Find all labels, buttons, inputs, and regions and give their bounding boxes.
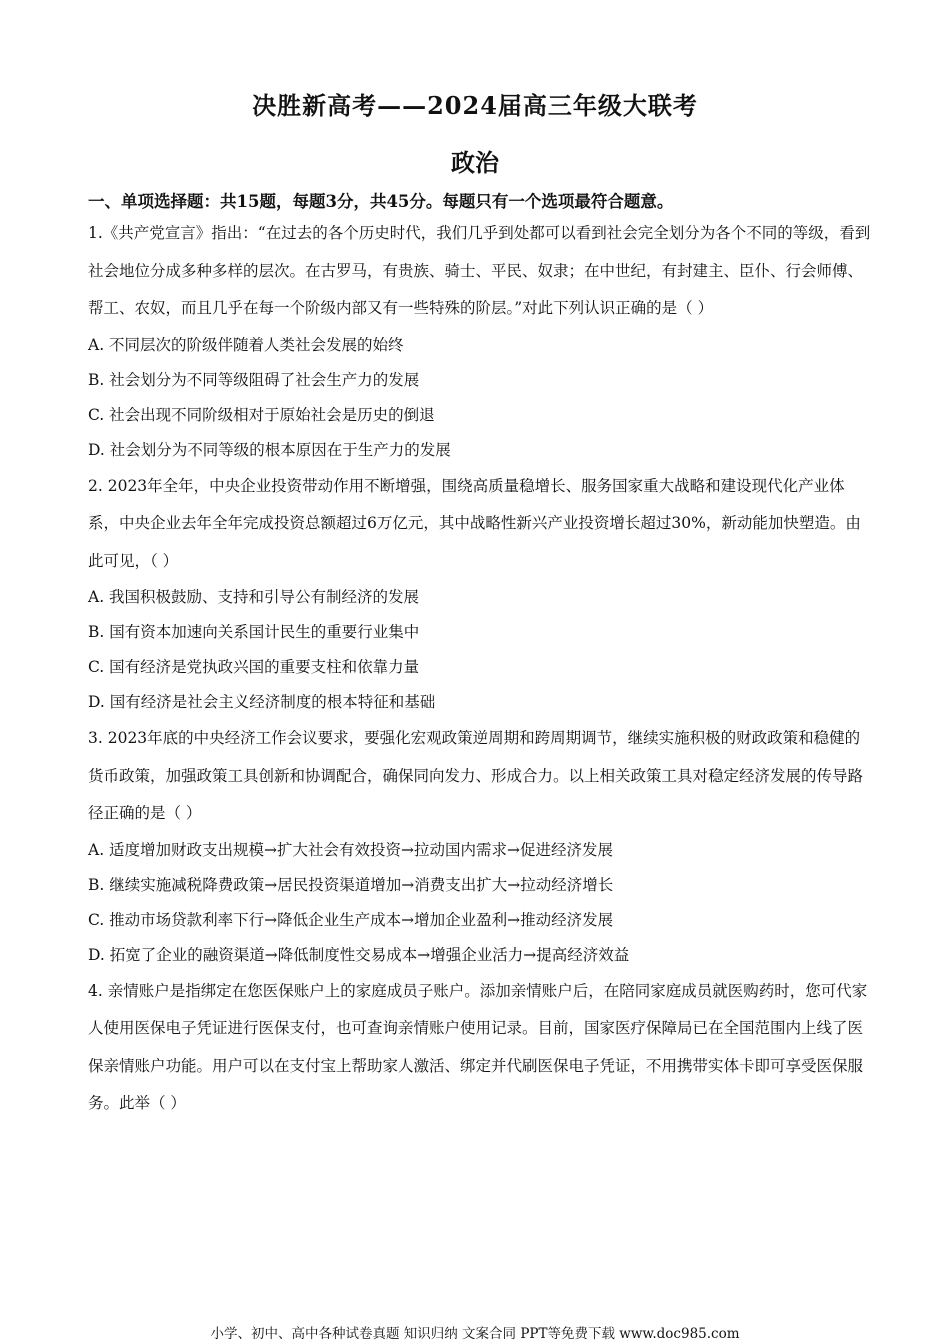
- question-2: [88, 468, 874, 721]
- question-3-option-c: C. 推动市场贷款利率下行→降低企业生产成本→增加企业盈利→推动经济发展: [88, 910, 614, 929]
- question-4: [88, 973, 874, 1123]
- footer-text: 小学、初中、高中各种试卷真题 知识归纳 文案合同 PPT等免费下载 www.doc985.com: [210, 1326, 740, 1342]
- section-heading: 一、单项选择题：共15题，每题3分，共45分。每题只有一个选项最符合题意。: [88, 192, 674, 211]
- question-1-option-c: C. 社会出现不同阶级相对于原始社会是历史的倒退: [88, 405, 435, 424]
- exam-subject: 政治: [451, 148, 499, 177]
- question-1-option-b: B. 社会划分为不同等级阻碍了社会生产力的发展: [88, 370, 420, 389]
- question-1: [88, 215, 874, 468]
- question-3-option-a: A. 适度增加财政支出规模→扩大社会有效投资→拉动国内需求→促进经济发展: [88, 840, 614, 859]
- question-3-stem: 3. 2023年底的中央经济工作会议要求，要强化宏观政策逆周期和跨周期调节，继续实施积极的财政政策和稳健的货币政策，加强政策工具创新和协调配合，确保同向发力、形成合力。以上相关政策工具对稳定经济发展的传导路径正确的是（ ）: [88, 729, 864, 822]
- question-4-stem: 4. 亲情账户是指绑定在您医保账户上的家庭成员子账户。添加亲情账户后，在陪同家庭成员就医购药时，您可代家人使用医保电子凭证进行医保支付，也可查询亲情账户使用记录。目前，国家医疗保障局已在全国范围内上线了医保亲情账户功能。用户可以在支付宝上帮助家人激活、绑定并代刷医保电子凭证，不用携带实体卡即可享受医保服务。此举（ ）: [88, 981, 868, 1112]
- question-2-option-c: C. 国有经济是党执政兴国的重要支柱和依靠力量: [88, 658, 420, 676]
- question-3: [88, 720, 874, 973]
- question-1-option-a: A. 不同层次的阶级伴随着人类社会发展的始终: [88, 335, 404, 354]
- question-2-stem: 2. 2023年全年，中央企业投资带动作用不断增强，围绕高质量稳增长、服务国家重大战略和建设现代化产业体系，中央企业去年全年完成投资总额超过6万亿元，其中战略性新兴产业投资增长超过30%，新动能加快塑造。由此可见，（ ）: [88, 476, 861, 570]
- question-1-option-d: D. 社会划分为不同等级的根本原因在于生产力的发展: [88, 440, 451, 459]
- question-list: [88, 215, 874, 1123]
- exam-title: 决胜新高考——2024届高三年级大联考: [252, 91, 698, 120]
- question-2-option-a: A. 我国积极鼓励、支持和引导公有制经济的发展: [88, 588, 420, 606]
- question-2-option-d: D. 国有经济是社会主义经济制度的根本特征和基础: [88, 693, 436, 711]
- question-2-option-b: B. 国有资本加速向关系国计民生的重要行业集中: [88, 623, 420, 641]
- question-3-option-b: B. 继续实施减税降费政策→居民投资渠道增加→消费支出扩大→拉动经济增长: [88, 875, 614, 894]
- question-1-stem: 1.《共产党宣言》指出：“在过去的各个历史时代，我们几乎到处都可以看到社会完全划分为各个不同的等级，看到社会地位分成多种多样的层次。在古罗马，有贵族、骑士、平民、奴隶；在中世纪，有封建主、臣仆、行会师傅、帮工、农奴，而且几乎在每一个阶级内部又有一些特殊的阶层。”对此下列认识正确的是（ ）: [88, 224, 871, 317]
- question-3-option-d: D. 拓宽了企业的融资渠道→降低制度性交易成本→增强企业活力→提高经济效益: [88, 945, 630, 964]
